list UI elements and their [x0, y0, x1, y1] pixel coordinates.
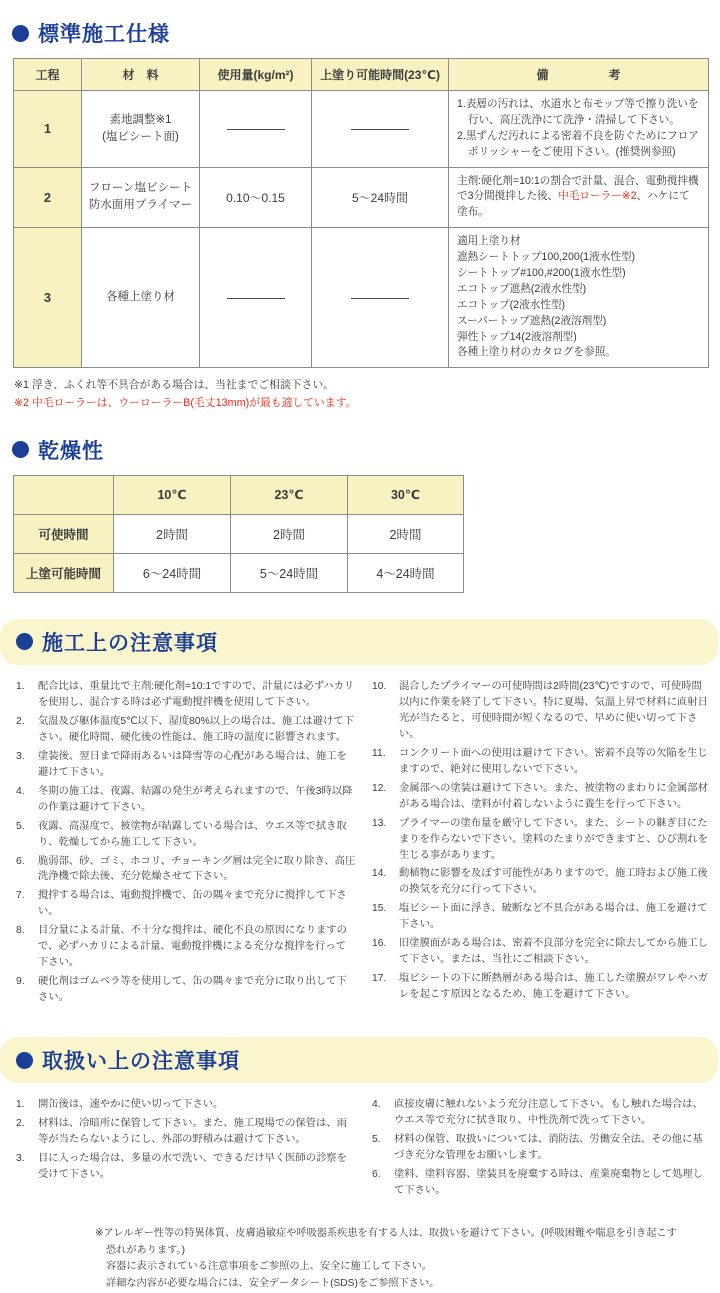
remark-text: 2.黒ずんだ汚れによる密着不良を防ぐためにフロアポリッシャーをご使用下さい。(推奨例参照)	[457, 129, 699, 158]
handling-notes-body	[0, 1093, 720, 1216]
construction-notes-body	[0, 675, 720, 1023]
spec-section-title-text: 標準施工仕様	[38, 23, 170, 46]
note-item	[16, 854, 356, 886]
remark-line	[457, 97, 700, 129]
note-item	[16, 888, 356, 920]
drying-corner-cell	[14, 475, 114, 514]
note-text: 目分量による計量、不十分な撹拌は、硬化不良の原因になりますので、必ずハカリによる計量、電動撹拌機による充分な撹拌を行って下さい。	[38, 925, 347, 969]
handling-footnote-line: ※アレルギー性等の特異体質、皮膚過敏症や呼吸器系疾患を有する人は、取扱いを避けて下さい。(呼吸困難や喘息を引き起こす恐れがあります。)	[95, 1227, 677, 1256]
handling-footnotes	[95, 1226, 685, 1293]
note-text: 硬化剤はゴムベラ等を使用して、缶の隅々まで充分に取り出して下さい。	[38, 976, 347, 1004]
note-item	[372, 679, 712, 743]
remark-text: エコトップ遮熱(2液水性型)	[457, 282, 587, 295]
note-text: 気温及び躯体温度5℃以下、湿度80%以上の場合は、施工は避けて下さい。硬化時間、硬化後の性能は、施工時の温度に影響されます。	[38, 715, 354, 743]
note-number: 1.	[16, 680, 25, 692]
remark-line	[457, 345, 700, 361]
handling-notes-title-text: 取扱い上の注意事項	[42, 1050, 240, 1074]
note-number: 8.	[16, 925, 25, 937]
spec-table-row	[14, 167, 709, 228]
construction-notes-title	[16, 627, 708, 657]
remark-line	[457, 234, 700, 250]
remark-text: 主剤:硬化剤=10:1の割合で計量、混合、電動撹拌機で3分間撹拌した後、	[457, 174, 699, 203]
spec-footnote-line: ※2 中毛ローラーは、ウーローラーB(毛丈13mm)が最も適しています。	[14, 397, 357, 410]
note-item	[16, 784, 356, 816]
note-item	[372, 816, 712, 864]
bullet-circle-icon	[16, 1052, 33, 1069]
note-number: 15.	[372, 903, 387, 915]
remark-text: 1.表層の汚れは、水道水と布モップ等で擦り洗いを行い、高圧洗浄にて洗浄・清掃して下さい。	[457, 98, 699, 126]
note-text: 脆弱部、砂、ゴミ、ホコリ、チョーキング層は完全に取り除き、高圧洗浄機で除去後、充分乾燥させて下さい。	[38, 855, 356, 883]
note-text: 目に入った場合は、多量の水で洗い、できるだけ早く医師の診察を受けて下さい。	[38, 1152, 347, 1180]
note-number: 16.	[372, 938, 387, 950]
drying-row-label: 可使時間	[14, 514, 114, 553]
spec-table-row	[14, 228, 709, 368]
remark-line	[457, 174, 700, 222]
note-text: 直接皮膚に触れないよう充分注意して下さい。もし触れた場合は、ウエス等で充分に拭き取り、中性洗剤で洗って下さい。	[394, 1099, 703, 1127]
construction-notes-right-column	[372, 679, 712, 1009]
process-number-cell: 2	[14, 167, 82, 228]
dash-placeholder	[227, 298, 285, 299]
note-number: 17.	[372, 973, 387, 985]
remarks-cell	[449, 167, 709, 228]
remark-line	[457, 314, 700, 330]
note-number: 3.	[16, 1152, 25, 1164]
note-number: 3.	[16, 750, 25, 762]
dash-placeholder	[227, 129, 285, 130]
drying-value-cell: 5〜24時間	[231, 553, 348, 592]
note-text: 配合比は、重量比で主剤:硬化剤=10:1ですので、計量には必ずハカリを使用し、混合する時は必ず電動撹拌機を使用して下さい。	[38, 680, 355, 708]
remark-line	[457, 129, 700, 161]
bullet-circle-icon	[12, 441, 29, 458]
remark-text: スーパートップ遮熱(2液溶剤型)	[457, 314, 607, 327]
remark-text: 各種上塗り材のカタログを参照。	[457, 346, 616, 359]
construction-notes-title-text: 施工上の注意事項	[42, 631, 218, 655]
note-item	[16, 679, 356, 711]
note-text: 塩ビシートの下に断熱層がある場合は、施工した塗膜がワレやハガレを起こす原因となるため、施工を避けて下さい。	[399, 973, 708, 1001]
note-number: 11.	[372, 747, 386, 759]
drying-temp-header: 23℃	[231, 475, 348, 514]
remark-line	[457, 330, 700, 346]
note-number: 10.	[372, 680, 387, 692]
note-item	[16, 749, 356, 781]
amount-cell	[200, 91, 312, 168]
drying-section-title	[12, 435, 720, 465]
note-number: 1.	[16, 1099, 25, 1111]
note-number: 5.	[16, 820, 25, 832]
note-item	[16, 714, 356, 746]
note-item	[16, 1097, 356, 1113]
bullet-circle-icon	[16, 633, 33, 650]
note-text: コンクリート面への使用は避けて下さい。密着不良等の欠陥を生じますので、絶対に使用しないで下さい。	[399, 747, 708, 775]
note-item	[372, 746, 712, 778]
note-number: 6.	[16, 855, 25, 867]
remark-text: 弾性トップ14(2液溶剤型)	[457, 330, 577, 343]
note-number: 2.	[16, 1118, 25, 1130]
note-item	[372, 971, 712, 1003]
note-number: 4.	[16, 785, 25, 797]
handling-notes-right-column	[372, 1097, 712, 1202]
note-text: プライマーの塗布量を厳守して下さい。また、シートの継ぎ目にたまりを作らないで下さい。塗料のたまりができますと、ひび割れを生じる事があります。	[399, 817, 708, 861]
note-number: 5.	[372, 1134, 381, 1145]
note-text: 旧塗膜面がある場合は、密着不良部分を完全に除去してから施工して下さい。または、当社にご相談下さい。	[399, 938, 708, 966]
construction-notes-band	[0, 619, 718, 665]
handling-footnote-line: 詳細な内容が必要な場合には、安全データシート(SDS)をご参照下さい。	[106, 1278, 440, 1290]
note-number: 14.	[372, 868, 387, 880]
note-item	[16, 1151, 356, 1183]
note-item	[372, 1132, 712, 1164]
col-header-amount: 使用量(kg/m²)	[200, 59, 312, 91]
remarks-cell	[449, 91, 709, 168]
spec-table	[13, 58, 709, 368]
drying-temp-header: 10℃	[114, 475, 231, 514]
note-text: 塗料、塗料容器、塗装具を廃棄する時は、産業廃棄物として処理して下さい。	[394, 1168, 703, 1196]
handling-notes-title	[16, 1045, 708, 1075]
remark-highlight-text: 中毛ローラー※2	[558, 190, 637, 203]
handling-notes-band	[0, 1037, 718, 1083]
note-number: 9.	[16, 976, 25, 988]
drying-value-cell: 2時間	[114, 514, 231, 553]
note-number: 2.	[16, 715, 25, 727]
drying-table-header-row	[14, 475, 464, 514]
note-number: 7.	[16, 890, 25, 902]
note-text: 開缶後は、速やかに使い切って下さい。	[38, 1099, 224, 1111]
spec-section-title	[12, 18, 720, 48]
col-header-recoat: 上塗り可能時間(23℃)	[312, 59, 449, 91]
drying-section-title-text: 乾燥性	[38, 439, 104, 463]
recoat-time-cell	[312, 91, 449, 168]
handling-notes-left-column	[16, 1097, 356, 1202]
note-text: 金属部への塗装は避けて下さい。また、被塗物のまわりに金属部材がある場合は、塗料が付着しないように養生を行って下さい。	[399, 782, 708, 810]
drying-temp-header: 30℃	[348, 475, 464, 514]
note-text: 撹拌する場合は、電動撹拌機で、缶の隅々まで充分に撹拌して下さい。	[38, 890, 347, 918]
handling-footnote-line: 容器に表示されている注意事項をご参照の上、安全に施工して下さい。	[106, 1261, 432, 1273]
note-number: 4.	[372, 1099, 381, 1111]
col-header-remarks: 備 考	[449, 59, 709, 91]
spec-footnotes	[14, 377, 720, 413]
remark-text: シートトップ#100,#200(1液水性型)	[457, 267, 626, 280]
construction-notes-left-column	[16, 679, 356, 1009]
spec-footnote-line: ※1 浮き、ふくれ等不具合がある場合は、当社までご相談下さい。	[14, 379, 334, 392]
dash-placeholder	[351, 129, 409, 130]
drying-value-cell: 2時間	[231, 514, 348, 553]
note-number: 6.	[372, 1168, 381, 1180]
remark-line	[457, 298, 700, 314]
note-number: 13.	[372, 817, 387, 829]
amount-cell: 0.10〜0.15	[200, 167, 312, 228]
material-cell: 各種上塗り材	[82, 228, 200, 368]
note-item	[16, 923, 356, 971]
note-item	[16, 974, 356, 1006]
recoat-time-cell: 5〜24時間	[312, 167, 449, 228]
remark-line	[457, 266, 700, 282]
recoat-time-cell	[312, 228, 449, 368]
note-text: 塗装後、翌日まで降雨あるいは降雪等の心配がある場合は、施工を避けて下さい。	[38, 750, 347, 778]
remark-text: 適用上塗り材	[457, 235, 521, 248]
note-item	[16, 819, 356, 851]
process-number-cell: 3	[14, 228, 82, 368]
material-cell: 素地調整※1 (塩ビシート面)	[82, 91, 200, 168]
process-number-cell: 1	[14, 91, 82, 168]
remark-text: 、ハケにて塗布。	[457, 190, 690, 219]
bullet-circle-icon	[12, 25, 29, 42]
note-text: 材料は、冷暗所に保管して下さい。また、施工現場での保管は、雨等が当たらないようにし、外部の野積みは避けて下さい。	[38, 1118, 347, 1145]
drying-table-row	[14, 553, 464, 592]
note-item	[372, 781, 712, 813]
note-item	[372, 866, 712, 898]
drying-table-row	[14, 514, 464, 553]
spec-table-row	[14, 91, 709, 168]
note-item	[372, 1167, 712, 1199]
spec-table-header-row	[14, 59, 709, 91]
note-item	[16, 1116, 356, 1148]
note-text: 材料の保管、取扱いについては、消防法、労働安全法、その他に基づき充分な管理をお願いします。	[394, 1134, 703, 1161]
remark-line	[457, 282, 700, 298]
note-text: 冬期の施工は、夜露、結露の発生が考えられますので、午後3時以降の作業は避けて下さい。	[38, 785, 353, 813]
note-item	[372, 901, 712, 933]
remark-text: 遮熱シートトップ100,200(1液水性型)	[457, 251, 636, 264]
note-item	[372, 1097, 712, 1129]
col-header-material: 材 料	[82, 59, 200, 91]
amount-cell	[200, 228, 312, 368]
col-header-process: 工程	[14, 59, 82, 91]
drying-value-cell: 2時間	[348, 514, 464, 553]
material-cell: フローン塩ビシート 防水面用プライマー	[82, 167, 200, 228]
remark-line	[457, 250, 700, 266]
note-number: 12.	[372, 782, 387, 794]
drying-value-cell: 6〜24時間	[114, 553, 231, 592]
remarks-cell	[449, 228, 709, 368]
note-text: 動植物に影響を及ぼす可能性がありますので、施工時および施工後の換気を充分に行って下さい。	[399, 868, 708, 896]
note-item	[372, 936, 712, 968]
drying-value-cell: 4〜24時間	[348, 553, 464, 592]
remark-text: エコトップ(2液水性型)	[457, 298, 565, 311]
note-text: 混合したプライマーの可使時間は2時間(23℃)ですので、可使時間以内に作業を終了して下さい。特に夏場、気温上昇で材料に直射日光が当たると、可使時間が短くなるので、早めに使い切って下さい。	[399, 680, 708, 740]
drying-row-label: 上塗可能時間	[14, 553, 114, 592]
note-text: 夜露、高湿度で、被塗物が結露している場合は、ウエス等で拭き取り、乾燥してから施工して下さい。	[38, 820, 347, 848]
dash-placeholder	[351, 298, 409, 299]
drying-table	[13, 475, 464, 593]
note-text: 塩ビシート面に浮き、破断など不具合がある場合は、施工を避けて下さい。	[399, 903, 708, 931]
